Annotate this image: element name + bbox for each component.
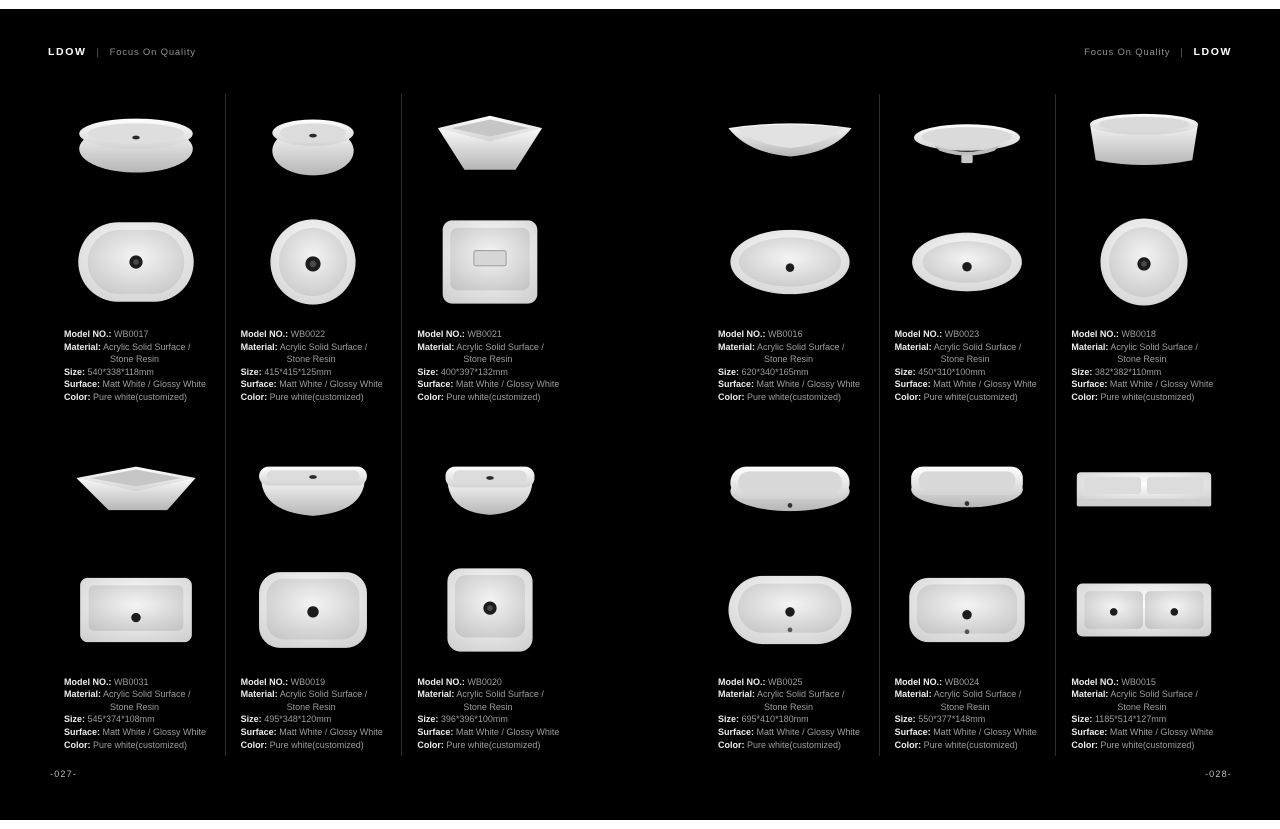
spec-value-color: Pure white(customized) <box>93 391 188 402</box>
rounded-rect-inset-basin-side-illustration <box>896 457 1038 533</box>
spec-label-color: Color: <box>240 739 268 750</box>
product-photo-top <box>65 206 207 318</box>
boat-oval-basin-side-illustration <box>719 109 861 185</box>
product-photo-side <box>719 436 861 554</box>
spec-model <box>718 328 871 341</box>
spec-label-model: Model NO.: <box>894 676 943 687</box>
spec-color <box>64 739 217 752</box>
page-number-right: -028- <box>1204 769 1232 779</box>
square-tapered-basin-side-illustration <box>419 109 561 185</box>
spec-label-surface: Surface: <box>1071 726 1108 737</box>
spec-value-material: Acrylic Solid Surface / <box>279 689 368 700</box>
spec-value-model: WB0016 <box>768 329 803 339</box>
product-card <box>401 436 578 752</box>
spec-size <box>718 713 871 726</box>
spec-value-size: 450*310*100mm <box>918 366 986 377</box>
spec-material-line2: Stone Resin <box>940 354 990 365</box>
product-card <box>225 436 402 752</box>
cylinder-basin-side-illustration <box>1073 109 1215 185</box>
spec-label-material: Material: <box>1071 689 1109 700</box>
spec-label-material: Material: <box>417 341 455 352</box>
product-photo-side <box>65 88 207 206</box>
product-card <box>225 88 402 404</box>
product-specs <box>708 318 873 404</box>
column-divider <box>879 94 880 756</box>
spec-value-material: Acrylic Solid Surface / <box>1110 689 1198 700</box>
spec-label-color: Color: <box>64 391 91 402</box>
spec-label-surface: Surface: <box>718 726 755 737</box>
page-number-left: -027- <box>50 769 78 779</box>
spec-value-color: Pure white(customized) <box>269 739 364 750</box>
product-photo-side <box>65 436 207 554</box>
brand-logo: LDOW <box>1193 46 1232 58</box>
spec-label-size: Size: <box>64 714 86 725</box>
product-specs <box>1061 666 1226 752</box>
spec-label-model: Model NO.: <box>417 329 465 339</box>
spec-value-surface: Matt White / Glossy White <box>455 726 560 737</box>
product-photo-side <box>242 436 384 554</box>
spec-value-material: Acrylic Solid Surface / <box>933 341 1022 352</box>
spec-model <box>241 328 394 341</box>
spec-value-color: Pure white(customized) <box>446 391 541 402</box>
product-specs <box>54 318 219 404</box>
spec-value-size: 550*377*148mm <box>918 714 986 725</box>
spec-value-surface: Matt White / Glossy White <box>1109 379 1214 390</box>
product-photo-top <box>896 206 1038 318</box>
product-specs <box>231 318 396 404</box>
spec-material <box>241 688 394 701</box>
product-card <box>1055 88 1232 404</box>
spec-label-material: Material: <box>64 341 102 352</box>
spec-label-size: Size: <box>894 366 916 377</box>
spec-color <box>1071 391 1224 404</box>
spec-model <box>241 676 394 689</box>
spec-material <box>1071 341 1224 354</box>
oval-rim-basin-top-illustration <box>896 210 1038 314</box>
spec-surface <box>895 726 1048 739</box>
spec-label-surface: Surface: <box>894 726 931 737</box>
product-photo-side <box>896 436 1038 554</box>
spec-label-surface: Surface: <box>240 379 277 390</box>
spec-material-line2: Stone Resin <box>110 701 160 712</box>
spec-value-material: Acrylic Solid Surface / <box>103 341 191 352</box>
header-right <box>1084 46 1232 58</box>
product-specs <box>407 666 572 752</box>
spec-value-model: WB0019 <box>290 676 326 687</box>
spec-size <box>64 366 217 379</box>
spec-surface <box>64 726 217 739</box>
spec-value-material: Acrylic Solid Surface / <box>757 341 845 352</box>
spec-color <box>895 739 1048 752</box>
product-specs <box>885 666 1050 752</box>
spec-value-model: WB0020 <box>467 676 502 687</box>
rect-tapered-basin-side-illustration <box>65 457 207 533</box>
spec-value-material: Acrylic Solid Surface / <box>933 689 1022 700</box>
oval-basin-top-illustration <box>65 210 207 314</box>
spec-value-size: 382*382*110mm <box>1094 366 1162 377</box>
product-photo-top <box>242 206 384 318</box>
spec-surface <box>1071 726 1224 739</box>
product-card <box>879 436 1056 752</box>
product-card <box>48 436 225 752</box>
spec-color <box>64 391 217 404</box>
product-photo-side <box>1073 88 1215 206</box>
square-tapered-basin-top-illustration <box>419 210 561 314</box>
spec-value-color: Pure white(customized) <box>269 391 364 402</box>
boat-oval-basin-top-illustration <box>719 210 861 314</box>
brand-logo: LDOW <box>48 46 87 58</box>
spec-value-size: 396*396*100mm <box>440 714 508 725</box>
spec-material <box>718 688 871 701</box>
oval-basin-side-illustration <box>65 109 207 185</box>
spec-value-color: Pure white(customized) <box>923 391 1018 402</box>
spec-size <box>1071 713 1224 726</box>
spec-color <box>718 391 871 404</box>
spec-model <box>1071 676 1224 689</box>
column-divider <box>401 94 402 756</box>
spec-value-color: Pure white(customized) <box>446 739 541 750</box>
spec-label-model: Model NO.: <box>64 676 112 687</box>
spec-value-size: 695*410*180mm <box>741 714 809 725</box>
spec-surface <box>1071 378 1224 391</box>
spec-material <box>718 341 871 354</box>
spec-material-line2: Stone Resin <box>940 701 990 712</box>
spec-material <box>417 688 570 701</box>
catalog-page-left <box>48 88 578 751</box>
spec-surface <box>417 378 570 391</box>
catalog-spread <box>48 88 1232 751</box>
spec-material-line2: Stone Resin <box>286 354 336 365</box>
spec-value-color: Pure white(customized) <box>747 739 842 750</box>
spec-label-size: Size: <box>894 714 916 725</box>
product-photo-top <box>719 554 861 666</box>
spec-value-size: 400*397*132mm <box>440 366 508 377</box>
cylinder-basin-top-illustration <box>1073 210 1215 314</box>
spec-value-surface: Matt White / Glossy White <box>1109 726 1214 737</box>
header-separator: | <box>1180 47 1184 57</box>
spec-material-line2: Stone Resin <box>286 701 336 712</box>
spec-material <box>417 341 570 354</box>
spec-value-size: 1185*514*127mm <box>1094 714 1167 725</box>
spec-model <box>64 328 217 341</box>
spec-color <box>417 739 570 752</box>
spec-material-line2: Stone Resin <box>764 354 814 365</box>
spec-label-size: Size: <box>1071 714 1093 725</box>
double-bowl-basin-top-illustration <box>1073 558 1215 662</box>
spec-material <box>64 688 217 701</box>
spec-label-surface: Surface: <box>1071 379 1108 390</box>
product-photo-top <box>242 554 384 666</box>
spec-material <box>64 341 217 354</box>
spec-size <box>417 366 570 379</box>
spec-color <box>241 391 394 404</box>
spec-value-surface: Matt White / Glossy White <box>279 726 383 737</box>
spec-value-color: Pure white(customized) <box>1100 739 1195 750</box>
spec-label-surface: Surface: <box>240 726 277 737</box>
spec-value-size: 495*348*120mm <box>264 714 332 725</box>
spec-size <box>895 713 1048 726</box>
spec-material <box>895 341 1048 354</box>
square-rounded-basin-top-illustration <box>419 558 561 662</box>
spec-value-model: WB0021 <box>467 329 502 339</box>
product-card <box>702 88 879 404</box>
spec-label-size: Size: <box>64 366 86 377</box>
spec-size <box>64 713 217 726</box>
spec-value-surface: Matt White / Glossy White <box>756 379 861 390</box>
spec-label-size: Size: <box>718 366 740 377</box>
spec-model <box>1071 328 1224 341</box>
spec-surface <box>718 378 871 391</box>
spec-value-material: Acrylic Solid Surface / <box>279 341 368 352</box>
product-card <box>702 436 879 752</box>
spec-label-color: Color: <box>1071 739 1098 750</box>
product-photo-side <box>242 88 384 206</box>
spec-model <box>417 328 570 341</box>
spec-value-material: Acrylic Solid Surface / <box>757 689 845 700</box>
page-top-margin <box>0 0 1280 9</box>
spec-value-material: Acrylic Solid Surface / <box>456 341 544 352</box>
spec-label-material: Material: <box>718 341 756 352</box>
spec-label-material: Material: <box>894 689 932 700</box>
header-tagline: Focus On Quality <box>1084 46 1171 58</box>
spec-label-model: Model NO.: <box>240 329 289 339</box>
spec-label-surface: Surface: <box>64 379 101 390</box>
spec-label-color: Color: <box>894 391 922 402</box>
product-photo-top <box>419 206 561 318</box>
spec-model <box>895 676 1048 689</box>
rect-tapered-basin-top-illustration <box>65 558 207 662</box>
round-basin-top-illustration <box>242 210 384 314</box>
product-photo-top <box>1073 206 1215 318</box>
spec-label-size: Size: <box>718 714 740 725</box>
product-photo-side <box>1073 436 1215 554</box>
spec-label-model: Model NO.: <box>894 329 943 339</box>
spec-label-material: Material: <box>240 689 278 700</box>
product-photo-side <box>419 88 561 206</box>
rounded-rect-inset-basin-top-illustration <box>896 558 1038 662</box>
spec-size <box>241 366 394 379</box>
spec-material-line2: Stone Resin <box>1117 354 1167 365</box>
spec-material <box>1071 688 1224 701</box>
product-photo-side <box>719 88 861 206</box>
spec-surface <box>895 378 1048 391</box>
product-card <box>401 88 578 404</box>
spec-value-size: 540*338*118mm <box>87 366 154 377</box>
product-specs <box>407 318 572 404</box>
header-tagline: Focus On Quality <box>109 46 196 58</box>
spec-size <box>1071 366 1224 379</box>
spec-color <box>417 391 570 404</box>
double-bowl-basin-side-illustration <box>1073 457 1215 533</box>
spec-label-model: Model NO.: <box>64 329 112 339</box>
spec-surface <box>64 378 217 391</box>
column-divider <box>1055 94 1056 756</box>
spec-material <box>241 341 394 354</box>
spec-model <box>64 676 217 689</box>
spec-value-color: Pure white(customized) <box>93 739 188 750</box>
rounded-rect-basin-top-illustration <box>242 558 384 662</box>
spec-label-surface: Surface: <box>894 379 931 390</box>
spec-label-color: Color: <box>64 739 91 750</box>
product-photo-top <box>419 554 561 666</box>
oval-rim-basin-side-illustration <box>896 109 1038 185</box>
spec-color <box>1071 739 1224 752</box>
spec-value-size: 620*340*165mm <box>741 366 809 377</box>
spec-label-size: Size: <box>417 366 439 377</box>
spec-material-line2: Stone Resin <box>1117 701 1167 712</box>
spec-material <box>895 688 1048 701</box>
spec-label-color: Color: <box>240 391 268 402</box>
spec-surface <box>241 378 394 391</box>
product-photo-top <box>896 554 1038 666</box>
product-specs <box>231 666 396 752</box>
spec-value-model: WB0018 <box>1121 329 1156 339</box>
spec-label-surface: Surface: <box>64 726 101 737</box>
spec-label-size: Size: <box>1071 366 1093 377</box>
spec-material-line2: Stone Resin <box>463 354 513 365</box>
spec-value-material: Acrylic Solid Surface / <box>1110 341 1198 352</box>
spec-material-line2: Stone Resin <box>463 701 513 712</box>
round-basin-side-illustration <box>242 109 384 185</box>
spec-label-color: Color: <box>417 739 444 750</box>
page-bottom-margin <box>0 820 1280 829</box>
spec-label-color: Color: <box>417 391 444 402</box>
spec-value-size: 545*374*108mm <box>87 714 155 725</box>
spec-value-surface: Matt White / Glossy White <box>102 379 207 390</box>
rounded-rect-basin-side-illustration <box>242 457 384 533</box>
spec-label-surface: Surface: <box>417 726 454 737</box>
spec-material-line2: Stone Resin <box>110 354 160 365</box>
product-photo-top <box>65 554 207 666</box>
square-rounded-basin-side-illustration <box>419 457 561 533</box>
product-photo-side <box>419 436 561 554</box>
spec-size <box>718 366 871 379</box>
spec-label-size: Size: <box>240 714 262 725</box>
spec-color <box>718 739 871 752</box>
spec-label-model: Model NO.: <box>718 329 766 339</box>
spec-label-material: Material: <box>718 689 756 700</box>
spec-value-surface: Matt White / Glossy White <box>933 726 1037 737</box>
spec-value-material: Acrylic Solid Surface / <box>456 689 544 700</box>
product-grid <box>702 88 1232 751</box>
spec-label-color: Color: <box>718 739 745 750</box>
spec-label-model: Model NO.: <box>1071 329 1119 339</box>
spec-size <box>417 713 570 726</box>
spec-value-model: WB0023 <box>944 329 980 339</box>
spec-label-size: Size: <box>240 366 262 377</box>
spec-color <box>895 391 1048 404</box>
product-card <box>1055 436 1232 752</box>
spec-size <box>241 713 394 726</box>
spec-label-material: Material: <box>417 689 455 700</box>
header <box>48 46 1232 58</box>
spec-label-model: Model NO.: <box>417 676 465 687</box>
spec-label-model: Model NO.: <box>240 676 289 687</box>
spec-value-color: Pure white(customized) <box>923 739 1018 750</box>
spec-value-color: Pure white(customized) <box>747 391 842 402</box>
spec-model <box>718 676 871 689</box>
spec-label-material: Material: <box>64 689 102 700</box>
spec-value-surface: Matt White / Glossy White <box>933 379 1037 390</box>
stadium-basin-side-illustration <box>719 457 861 533</box>
spec-color <box>241 739 394 752</box>
spec-value-model: WB0031 <box>114 676 149 687</box>
spec-value-model: WB0022 <box>290 329 326 339</box>
spec-label-surface: Surface: <box>417 379 454 390</box>
header-separator: | <box>96 47 100 57</box>
spec-surface <box>718 726 871 739</box>
spec-surface <box>241 726 394 739</box>
product-card <box>879 88 1056 404</box>
spec-value-color: Pure white(customized) <box>1100 391 1195 402</box>
header-left <box>48 46 196 58</box>
spec-size <box>895 366 1048 379</box>
spec-value-surface: Matt White / Glossy White <box>756 726 861 737</box>
spec-surface <box>417 726 570 739</box>
spec-value-model: WB0024 <box>944 676 980 687</box>
product-photo-side <box>896 88 1038 206</box>
spec-label-model: Model NO.: <box>718 676 766 687</box>
product-card <box>48 88 225 404</box>
catalog-page-right <box>702 88 1232 751</box>
spec-value-surface: Matt White / Glossy White <box>279 379 383 390</box>
column-divider <box>225 94 226 756</box>
spec-value-surface: Matt White / Glossy White <box>455 379 560 390</box>
spec-label-material: Material: <box>894 341 932 352</box>
spec-label-material: Material: <box>1071 341 1109 352</box>
product-photo-top <box>1073 554 1215 666</box>
spec-value-size: 415*415*125mm <box>264 366 332 377</box>
spec-value-model: WB0025 <box>768 676 803 687</box>
spec-label-size: Size: <box>417 714 439 725</box>
product-specs <box>1061 318 1226 404</box>
product-specs <box>708 666 873 752</box>
spec-label-color: Color: <box>718 391 745 402</box>
spec-label-material: Material: <box>240 341 278 352</box>
spec-value-model: WB0017 <box>114 329 149 339</box>
spec-label-surface: Surface: <box>718 379 755 390</box>
spec-material-line2: Stone Resin <box>764 701 814 712</box>
spec-value-surface: Matt White / Glossy White <box>102 726 207 737</box>
spec-label-model: Model NO.: <box>1071 676 1119 687</box>
stadium-basin-top-illustration <box>719 558 861 662</box>
spec-model <box>417 676 570 689</box>
spec-value-material: Acrylic Solid Surface / <box>103 689 191 700</box>
product-specs <box>54 666 219 752</box>
spec-label-color: Color: <box>1071 391 1098 402</box>
product-photo-top <box>719 206 861 318</box>
product-grid <box>48 88 578 751</box>
spec-value-model: WB0015 <box>1121 676 1156 687</box>
spec-label-color: Color: <box>894 739 922 750</box>
product-specs <box>885 318 1050 404</box>
spec-model <box>895 328 1048 341</box>
